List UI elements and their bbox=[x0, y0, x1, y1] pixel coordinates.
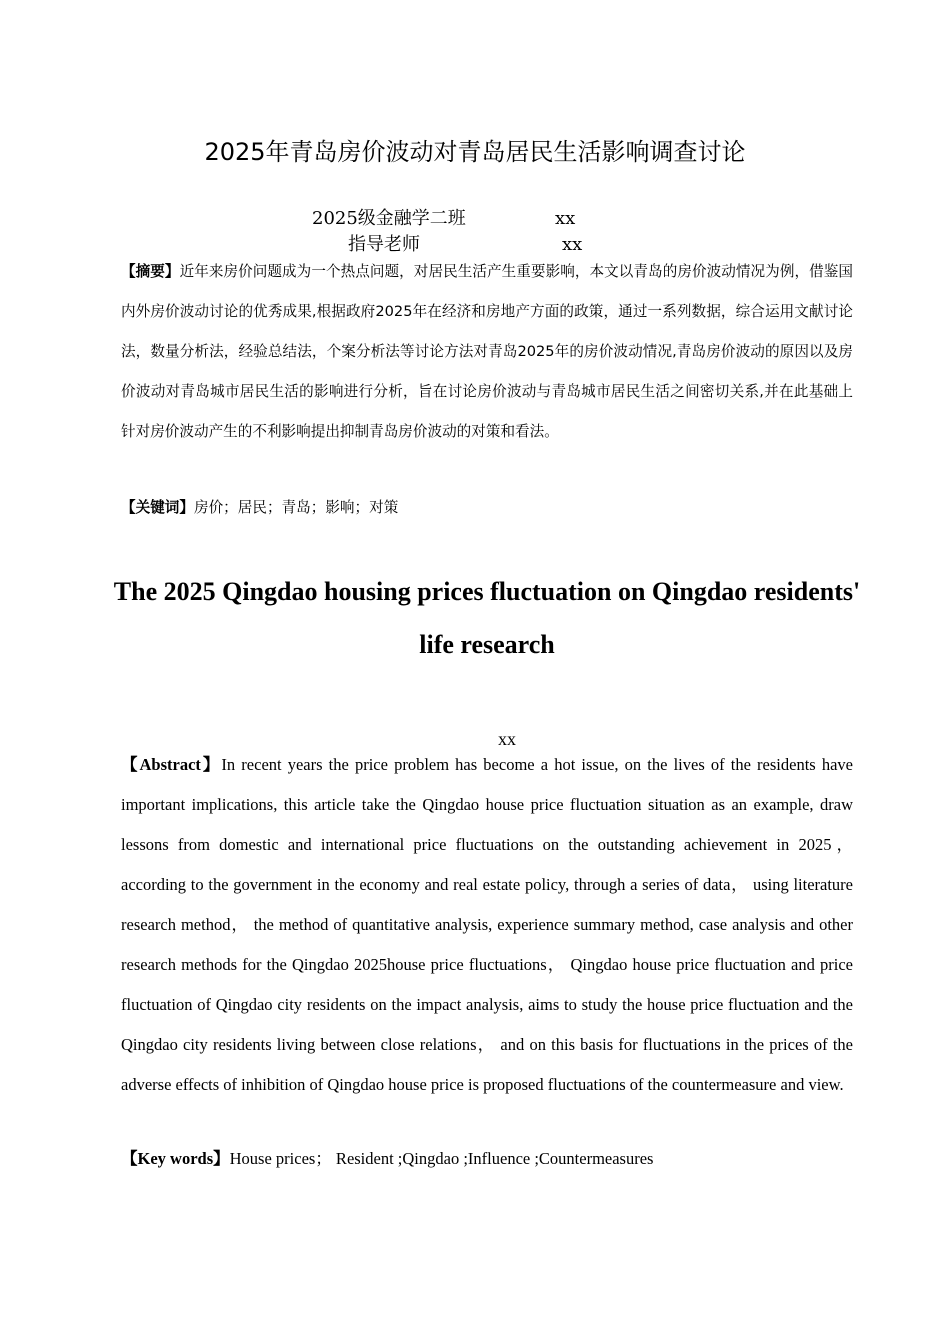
english-title: The 2025 Qingdao housing prices fluctuation on Qingdao residents' life research bbox=[113, 577, 861, 659]
class-label: 2025级金融学二班 bbox=[312, 208, 466, 229]
advisor-name: xx bbox=[562, 234, 583, 255]
chinese-title: 2025年青岛房价波动对青岛居民生活影响调查讨论 bbox=[204, 138, 746, 166]
chinese-keywords-label: 【关键词】 bbox=[121, 499, 194, 516]
chinese-abstract-label: 【摘要】 bbox=[121, 263, 180, 280]
chinese-keywords-text: 房价；居民；青岛；影响；对策 bbox=[193, 499, 399, 516]
english-abstract-label: 【Abstract】 bbox=[121, 755, 222, 774]
english-keywords bbox=[121, 1146, 853, 1172]
chinese-abstract bbox=[121, 252, 853, 452]
student-name: xx bbox=[555, 208, 576, 229]
english-author: xx bbox=[498, 729, 516, 749]
english-keywords-text: House prices； Resident ;Qingdao ;Influence ;Countermeasures bbox=[229, 1149, 654, 1168]
english-abstract-text: In recent years the price problem has become a hot issue, on the lives of the residents have important implications, this article take the Qingdao house price fluctuation situation as an example, draw lessons from domestic and international price fluctuations on the outstanding achievement in 2025， according to the government in the economy and real estate policy, through a series of data， using literature research method， the method of quantitative analysis, experience summary method, case analysis and other research methods for the Qingdao 2025house price fluctuations， Qingdao house price fluctuation and price fluctuation of Qingdao city residents on the impact analysis, aims to study the house price fluctuation and the Qingdao city residents living between close relations， and on this basis for fluctuations in the prices of the adverse effects of inhibition of Qingdao house price is proposed fluctuations of the countermeasure and view. bbox=[121, 755, 853, 1094]
chinese-keywords bbox=[121, 494, 853, 522]
english-abstract bbox=[121, 745, 853, 1105]
english-keywords-label: 【Key words】 bbox=[121, 1149, 230, 1168]
chinese-abstract-text: 近年来房价问题成为一个热点问题，对居民生活产生重要影响，本文以青岛的房价波动情况为例，借鉴国内外房价波动讨论的优秀成果,根据政府2025年在经济和房地产方面的政策，通过一系列数据，综合运用文献讨论法，数量分析法，经验总结法，个案分析法等讨论方法对青岛2025年的房价波动情况,青岛房价波动的原因以及房价波动对青岛城市居民生活的影响进行分析，旨在讨论房价波动与青岛城市居民生活之间密切关系,并在此基础上针对房价波动产生的不利影响提出抑制青岛房价波动的对策和看法。 bbox=[121, 263, 853, 440]
advisor-label: 指导老师 bbox=[348, 234, 420, 255]
